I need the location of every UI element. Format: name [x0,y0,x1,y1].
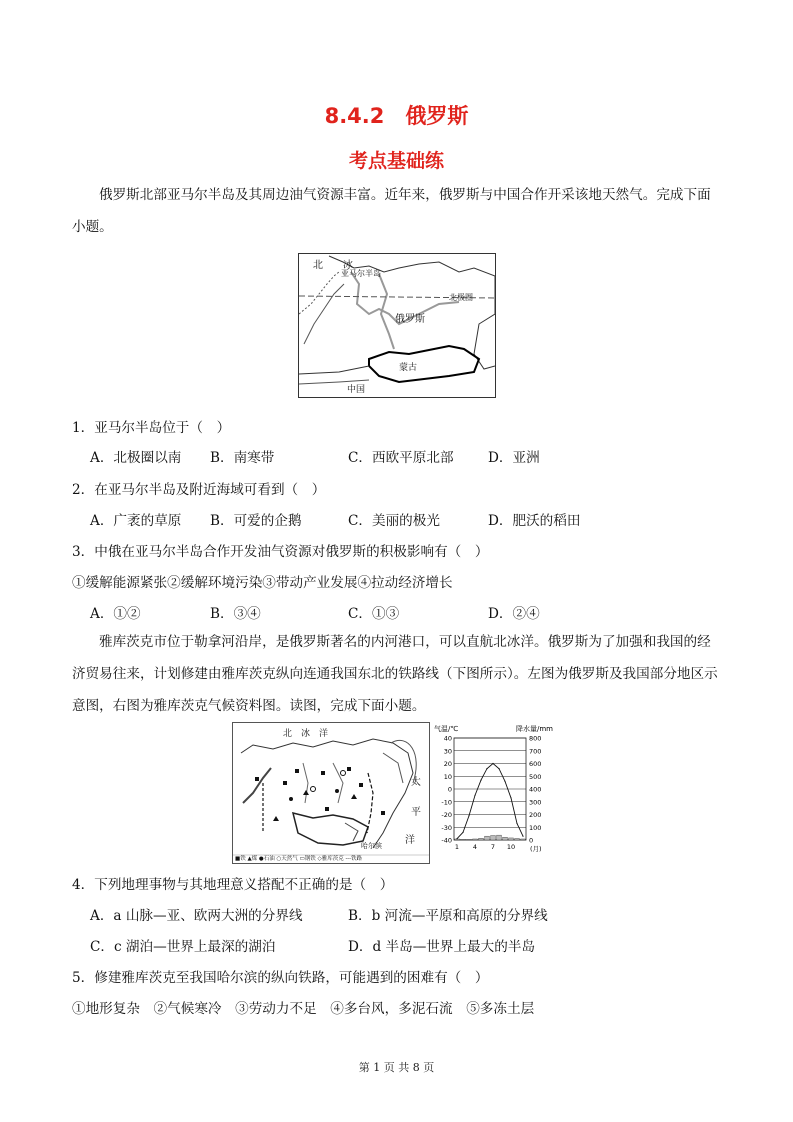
chart-temp-point [474,795,475,796]
map2-tai-label: 太 [411,777,421,788]
chart-temp-point [480,779,481,780]
q1-stem: 1．亚马尔半岛位于（ ） [72,420,231,436]
chart-temp-point [516,823,517,824]
q3-stem: 3．中俄在亚马尔半岛合作开发油气资源对俄罗斯的积极影响有（ ） [72,544,489,560]
chart-x-tick: 10 [506,843,516,851]
chart-temp-tick: -40 [441,836,452,845]
chart-x-tick: 4 [472,843,478,851]
chart-temp-tick: -10 [441,798,452,807]
q4-option-d: D．d 半岛—世界上最大的半岛 [348,939,536,955]
q1-option-c: C．西欧平原北部 [348,450,454,466]
chart-temp-axis-label: 气温/℃ [434,725,459,733]
q1-option-a: A．北极圈以南 [90,450,182,466]
q4-options-row1 [0,904,793,924]
q3-option-a: A．①② [90,606,141,622]
q2-option-a: A．广袤的草原 [90,513,182,529]
chart-precip-tick: 100 [529,823,542,832]
chart-temp-point [510,797,511,798]
chart-x-tick: 7 [490,843,496,851]
chart-precip-tick: 400 [529,785,542,794]
q4-option-a: A．a 山脉—亚、欧两大洲的分界线 [90,908,303,924]
chart-precip-tick: 500 [529,772,542,781]
map-yamal [298,253,496,398]
q3-option-b: B．③④ [210,606,261,622]
chart-precip-bar [497,835,502,840]
intro-paragraph-2: 雅库茨克市位于勒拿河沿岸，是俄罗斯著名的内河港口，可以直航北冰洋。俄罗斯为了加强和我国的经济贸易往来，计划修建由雅库茨克纵向连通我国东北的铁路线（下图所示）。左图为俄罗斯及我国部分地区示意图，右图为雅库茨克气候资料图。读图，完成下面小题。 [72,634,718,714]
q3-items: ①缓解能源紧张②缓解环境污染③带动产业发展④拉动经济增长 [72,575,453,591]
chart-temp-tick: -20 [441,811,452,819]
chart-temp-point [522,836,523,837]
chart-precip-axis-label: 降水量/mm [516,725,553,733]
chart-temp-point [456,838,457,839]
page-title: 8.4.2 俄罗斯 [324,104,469,128]
map2-yang-label: 洋 [405,835,415,846]
q5-stem: 5．修建雅库茨克至我国哈尔滨的纵向铁路，可能遇到的困难有（ ） [72,970,489,986]
q2-option-c: C．美丽的极光 [348,513,440,529]
chart-precip-tick: 0 [529,836,534,845]
q3-options [0,602,793,622]
q5-items: ①地形复杂 ②气候寒冷 ③劳动力不足 ④多台风，多泥石流 ⑤多冻土层 [72,1001,535,1017]
chart-temp-point [462,832,463,833]
q2-options [0,509,793,529]
chart-precip-tick: 200 [529,811,542,819]
map1-north-label: 北 [313,260,323,271]
q1-options [0,446,793,466]
q1-option-b: B．南寒带 [210,450,275,466]
map-yamal-drawing [299,254,495,397]
q4-option-b: B．b 河流—平原和高原的分界线 [348,908,548,924]
map2-harbin-label: 哈尔滨 [361,842,382,850]
chart-temp-tick: 30 [443,747,452,756]
map-russia-china [232,722,430,864]
chart-precip-tick: 300 [529,798,542,807]
chart-temp-tick: 20 [443,760,452,768]
q3-option-d: D．②④ [488,606,540,622]
map1-yamal-label: 亚马尔半岛 [341,269,381,278]
q2-option-b: B．可爱的企鹅 [210,513,302,529]
chart-precip-bar [515,838,520,840]
chart-x-unit: (月) [530,845,542,853]
intro-paragraph-1: 俄罗斯北部亚马尔半岛及其周边油气资源丰富。近年来，俄罗斯与中国合作开采该地天然气。完成下面小题。 [72,187,711,235]
chart-precip-tick: 800 [529,734,542,743]
chart-precip-bar [503,837,508,840]
chart-precip-bar [521,839,526,840]
chart-precip-bar [461,839,466,840]
map2-ocean-label: 北 冰 洋 [283,729,329,739]
chart-precip-bar [509,838,514,840]
chart-temp-tick: 0 [447,785,452,794]
page-subtitle: 考点基础练 [348,150,444,172]
chart-precip-tick: 600 [529,760,542,768]
chart-temp-tick: -30 [441,823,452,832]
chart-x-tick: 1 [454,843,460,851]
q4-options-row2 [0,935,793,955]
chart-precip-tick: 700 [529,747,542,756]
climate-chart [432,722,562,862]
chart-precip-bar [467,839,472,840]
chart-temp-point [504,781,505,782]
map1-mongolia-label: 蒙古 [399,363,418,373]
map-russia-china-drawing [233,723,429,863]
map2-legend: ■铁 ▲煤 ●石油 ○天然气 ▭钢铁 ◇雅库茨克 ---铁路 [235,856,363,862]
q2-option-d: D．肥沃的稻田 [488,513,581,529]
chart-temp-tick: 40 [443,734,452,743]
q2-stem: 2．在亚马尔半岛及附近海域可看到（ ） [72,482,326,498]
chart-temp-tick: 10 [443,772,452,781]
map1-arctic-circle-label: 北极圈 [449,293,473,302]
map1-china-label: 中国 [347,385,366,395]
map2-ping-label: 平 [411,807,421,818]
page-footer: 第 1 页 共 8 页 [358,1061,435,1074]
q1-option-d: D．亚洲 [488,450,540,466]
climate-chart-svg [432,722,562,862]
chart-temp-point [492,763,493,764]
q4-option-c: C．c 湖泊—世界上最深的湖泊 [90,939,276,955]
chart-precip-bar [473,839,478,840]
chart-precip-bar [479,838,484,840]
q4-stem: 4．下列地理事物与其地理意义搭配不正确的是（ ） [72,877,394,893]
chart-precip-bar [491,836,496,840]
chart-temp-point [486,768,487,769]
chart-temp-point [498,768,499,769]
q3-option-c: C．①③ [348,606,400,622]
map1-russia-label: 俄罗斯 [395,314,425,325]
map1-ocean-label: 冰 [343,260,353,271]
chart-precip-bar [485,836,490,840]
chart-temp-point [468,815,469,816]
